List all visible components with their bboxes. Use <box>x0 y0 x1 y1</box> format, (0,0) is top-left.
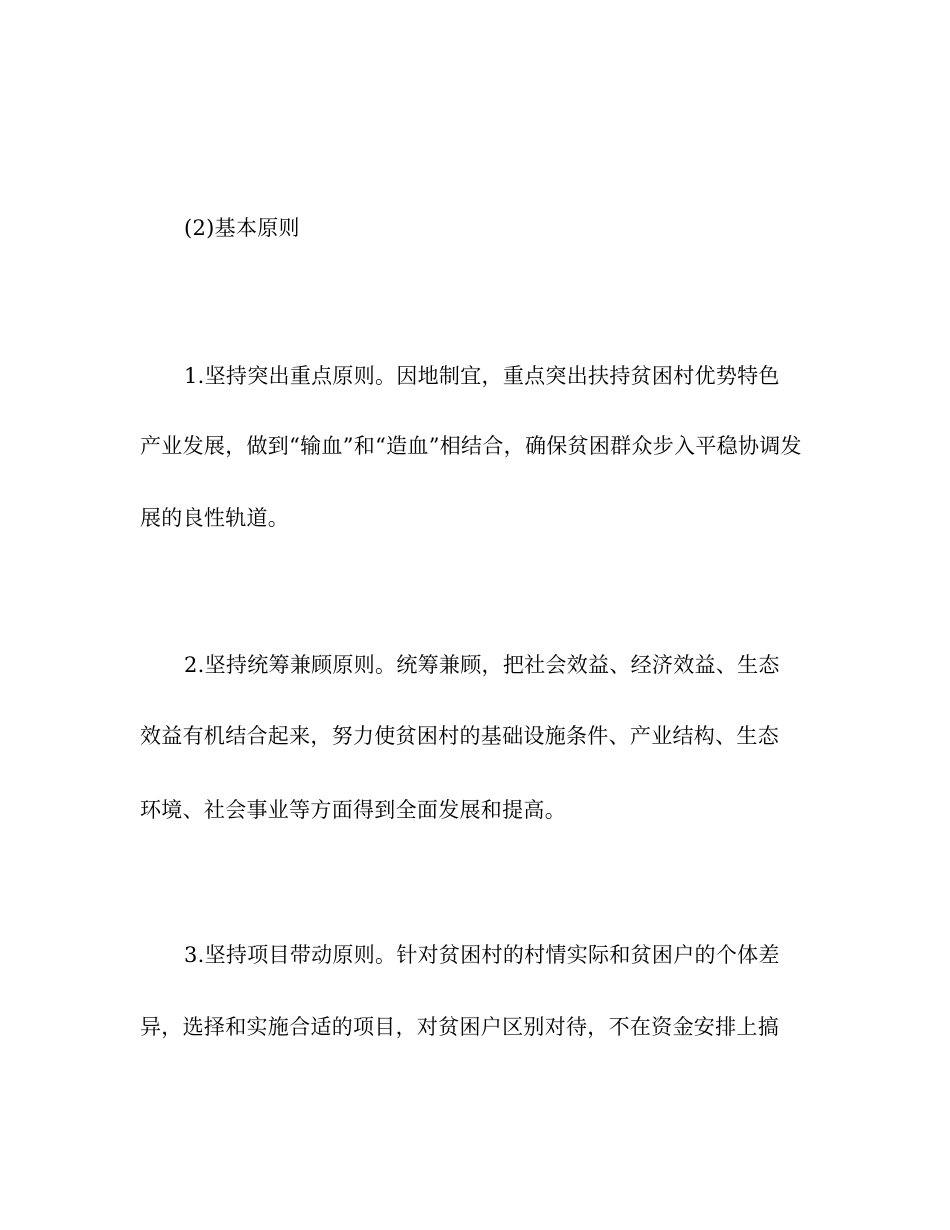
paragraph-line: 效益有机结合起来，努力使贫困村的基础设施条件、产业结构、生态 <box>140 724 779 748</box>
paragraph-line: 展的良性轨道。 <box>140 506 290 530</box>
paragraph-line: 1.坚持突出重点原则。因地制宜，重点突出扶持贫困村优势特色 <box>184 364 780 388</box>
paragraph-line: 产业发展，做到“输血”和“造血”相结合，确保贫困群众步入平稳协调发 <box>140 434 802 458</box>
paragraph-line: 异，选择和实施合适的项目，对贫困户区别对待，不在资金安排上搞 <box>140 1015 779 1039</box>
paragraph-line: 3.坚持项目带动原则。针对贫困村的村情实际和贫困户的个体差 <box>184 943 780 967</box>
paragraph-line: 2.坚持统筹兼顾原则。统筹兼顾，把社会效益、经济效益、生态 <box>184 653 780 677</box>
paragraph-line: 环境、社会事业等方面得到全面发展和提高。 <box>140 798 566 822</box>
section-heading: (2)基本原则 <box>184 216 300 240</box>
